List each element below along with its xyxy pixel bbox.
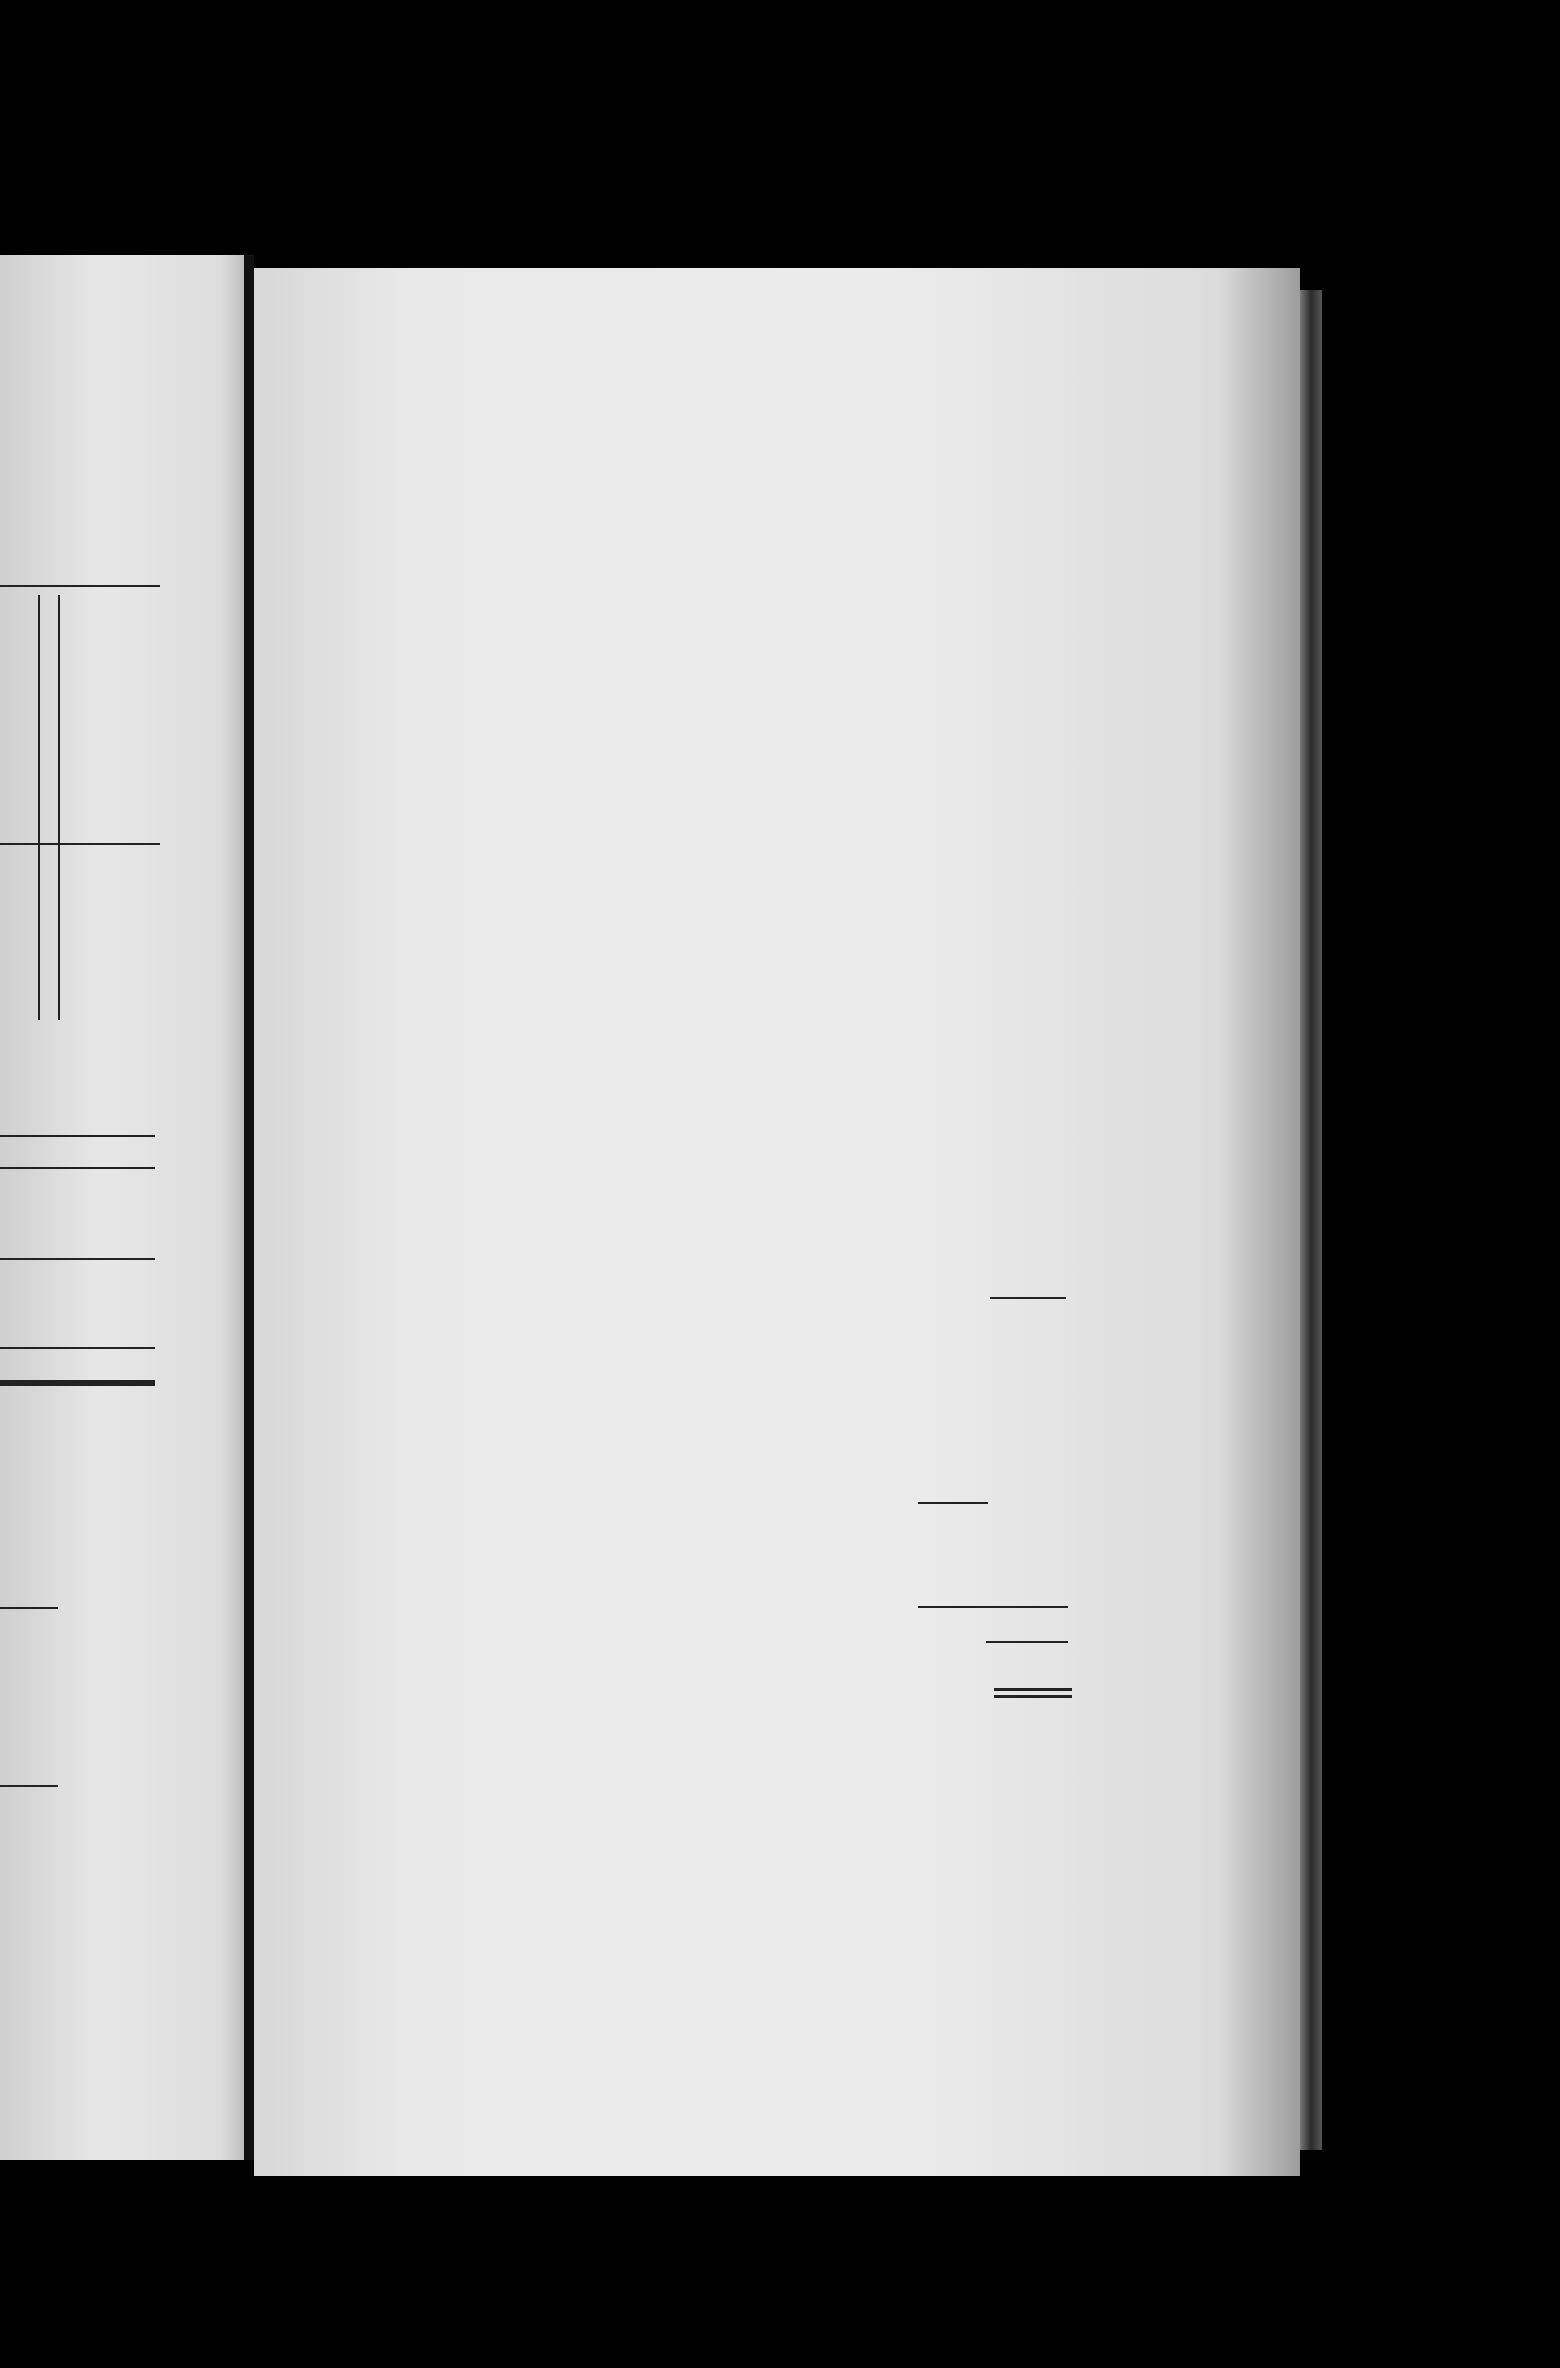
- col-divider: [58, 595, 60, 1020]
- right-page: [254, 268, 1300, 2176]
- grand-total-top-rule: [986, 1641, 1068, 1643]
- total-rule: [990, 1297, 1066, 1299]
- col-divider: [38, 595, 40, 1020]
- table1-bottom-rule: [0, 1167, 155, 1169]
- table2-rule: [0, 1347, 155, 1349]
- header-bottom-rule: [0, 843, 160, 845]
- ledger-rule: [0, 1607, 58, 1609]
- exp-rule-2: [918, 1606, 1068, 1608]
- left-page: [0, 255, 245, 2160]
- exp-rule: [918, 1502, 988, 1504]
- table2-top-rule: [0, 1258, 155, 1260]
- table2-bottom-rule: [0, 1380, 155, 1386]
- page-edge: [1300, 290, 1322, 2150]
- ledger-rule: [0, 1785, 58, 1787]
- grand-total-double-rule: [994, 1688, 1072, 1691]
- table1-rule: [0, 1135, 155, 1137]
- grand-total-double-rule: [994, 1695, 1072, 1698]
- header-rule: [0, 585, 160, 587]
- page-gutter: [244, 255, 254, 2160]
